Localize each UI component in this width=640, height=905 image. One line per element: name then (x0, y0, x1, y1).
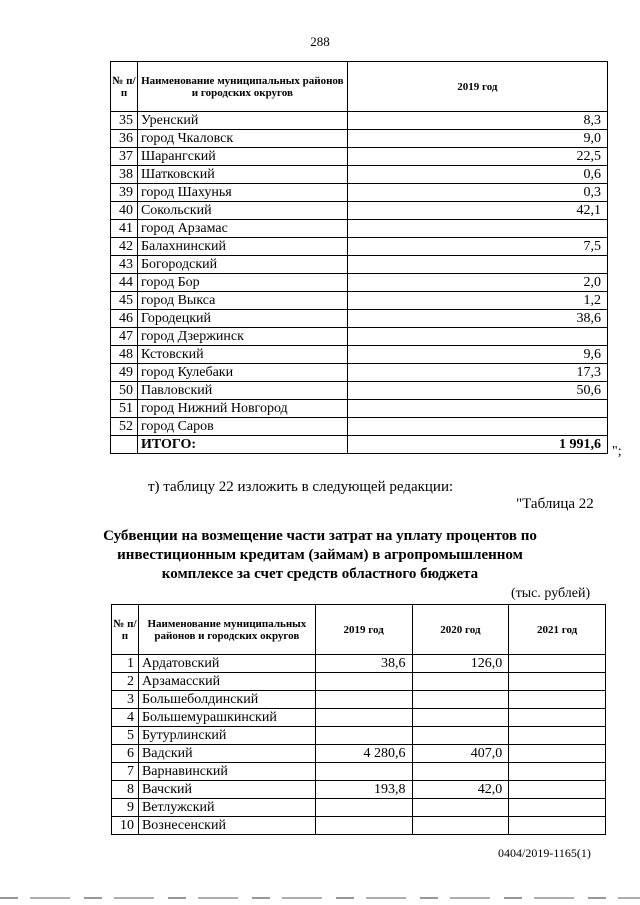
table-body (111, 112, 608, 436)
value-2019: 7,5 (347, 238, 607, 256)
value-2019: 1,2 (347, 292, 607, 310)
table-row (111, 346, 608, 364)
row-number: 41 (111, 220, 138, 238)
value-2021 (509, 709, 606, 727)
header-district-name: Наименование муниципальных районов и городских округов (138, 605, 315, 655)
value-2020 (412, 709, 509, 727)
district-name: Павловский (137, 382, 347, 400)
district-name: город Выкса (137, 292, 347, 310)
district-name: город Арзамас (137, 220, 347, 238)
row-number: 38 (111, 166, 138, 184)
value-2021 (509, 763, 606, 781)
row-number: 5 (112, 727, 139, 745)
value-2019 (315, 673, 412, 691)
header-number: № п/п (112, 605, 139, 655)
district-name: Арзамасский (138, 673, 315, 691)
value-2019: 4 280,6 (315, 745, 412, 763)
value-2019: 193,8 (315, 781, 412, 799)
district-name: Варнавинский (138, 763, 315, 781)
district-name: Шатковский (137, 166, 347, 184)
row-number: 46 (111, 310, 138, 328)
row-number: 36 (111, 130, 138, 148)
table-row (111, 310, 608, 328)
row-number: 10 (112, 817, 139, 835)
value-2019 (315, 727, 412, 745)
value-2019: 0,3 (347, 184, 607, 202)
table-row (111, 292, 608, 310)
value-2020 (412, 817, 509, 835)
value-2019 (347, 256, 607, 274)
table-row (111, 274, 608, 292)
district-name: город Дзержинск (137, 328, 347, 346)
value-2020: 126,0 (412, 655, 509, 673)
table-row (111, 238, 608, 256)
value-2021 (509, 727, 606, 745)
total-value: 1 991,6 (347, 436, 607, 454)
district-name: город Бор (137, 274, 347, 292)
total-label: ИТОГО: (137, 436, 347, 454)
table-2019-subsidies (110, 61, 608, 454)
row-number: 48 (111, 346, 138, 364)
table-row (112, 691, 606, 709)
value-2020 (412, 673, 509, 691)
value-2021 (509, 655, 606, 673)
quote-suffix: "; (612, 444, 622, 459)
value-2019 (315, 709, 412, 727)
table-row (112, 745, 606, 763)
value-2019 (347, 418, 607, 436)
value-2020: 42,0 (412, 781, 509, 799)
row-number: 44 (111, 274, 138, 292)
header-year-2019: 2019 год (347, 62, 607, 112)
table-row (111, 364, 608, 382)
row-number: 8 (112, 781, 139, 799)
table-body (112, 655, 606, 835)
row-number: 37 (111, 148, 138, 166)
row-number: 3 (112, 691, 139, 709)
district-name: Вачский (138, 781, 315, 799)
table-row (111, 112, 608, 130)
value-2019 (315, 799, 412, 817)
table-row (112, 817, 606, 835)
district-name: Сокольский (137, 202, 347, 220)
value-2019: 42,1 (347, 202, 607, 220)
amendment-paragraph: т) таблицу 22 изложить в следующей редакции: (148, 479, 454, 495)
value-2021 (509, 781, 606, 799)
page-number: 288 (310, 34, 330, 49)
table-row (111, 400, 608, 418)
value-2020 (412, 799, 509, 817)
header-year-2020: 2020 год (412, 605, 509, 655)
district-name: город Шахунья (137, 184, 347, 202)
value-2019: 0,6 (347, 166, 607, 184)
document-code: 0404/2019-1165(1) (498, 846, 591, 860)
table-row (111, 256, 608, 274)
table-row (112, 799, 606, 817)
table-row (111, 220, 608, 238)
row-number: 51 (111, 400, 138, 418)
header-year-2019: 2019 год (315, 605, 412, 655)
row-number: 40 (111, 202, 138, 220)
table-row (111, 148, 608, 166)
district-name: Ветлужский (138, 799, 315, 817)
value-2019 (315, 817, 412, 835)
row-number: 52 (111, 418, 138, 436)
row-number: 9 (112, 799, 139, 817)
row-number: 6 (112, 745, 139, 763)
table-row (112, 763, 606, 781)
value-2019 (315, 763, 412, 781)
table-row (112, 673, 606, 691)
value-2019: 38,6 (347, 310, 607, 328)
value-2020 (412, 691, 509, 709)
value-2021 (509, 799, 606, 817)
header-number: № п/п (111, 62, 138, 112)
row-number: 50 (111, 382, 138, 400)
table-row (111, 328, 608, 346)
district-name: Богородский (137, 256, 347, 274)
row-number: 45 (111, 292, 138, 310)
district-name: Балахнинский (137, 238, 347, 256)
total-number-cell (111, 436, 138, 454)
district-name: город Чкаловск (137, 130, 347, 148)
district-name: Ардатовский (138, 655, 315, 673)
district-name: Вадский (138, 745, 315, 763)
district-name: Большемурашкинский (138, 709, 315, 727)
table-row (112, 727, 606, 745)
district-name: Городецкий (137, 310, 347, 328)
district-name: Кстовский (137, 346, 347, 364)
table-row (112, 781, 606, 799)
unit-label: (тыс. рублей) (511, 586, 591, 601)
header-year-2021: 2021 год (509, 605, 606, 655)
table-row (111, 184, 608, 202)
table-title: Субвенции на возмещение части затрат на уплату процентов по инвестиционным кредитам (займам) в агропромышленном комплексе за счет средств областного бюджета (103, 528, 537, 582)
value-2019: 38,6 (315, 655, 412, 673)
value-2021 (509, 817, 606, 835)
value-2020 (412, 727, 509, 745)
value-2019: 17,3 (347, 364, 607, 382)
row-number: 2 (112, 673, 139, 691)
district-name: Уренский (137, 112, 347, 130)
value-2021 (509, 745, 606, 763)
row-number: 1 (112, 655, 139, 673)
row-number: 42 (111, 238, 138, 256)
table-caption: "Таблица 22 (516, 496, 594, 512)
table-row (112, 709, 606, 727)
value-2020 (412, 763, 509, 781)
district-name: город Саров (137, 418, 347, 436)
row-number: 4 (112, 709, 139, 727)
district-name: Большеболдинский (138, 691, 315, 709)
value-2021 (509, 691, 606, 709)
value-2019: 22,5 (347, 148, 607, 166)
district-name: город Кулебаки (137, 364, 347, 382)
table-row (111, 166, 608, 184)
value-2020: 407,0 (412, 745, 509, 763)
value-2019 (347, 328, 607, 346)
table-row (111, 382, 608, 400)
value-2019: 50,6 (347, 382, 607, 400)
value-2019 (315, 691, 412, 709)
table-row (112, 655, 606, 673)
row-number: 39 (111, 184, 138, 202)
value-2019: 9,0 (347, 130, 607, 148)
row-number: 35 (111, 112, 138, 130)
row-number: 7 (112, 763, 139, 781)
table-22 (111, 604, 606, 835)
row-number: 49 (111, 364, 138, 382)
district-name: Вознесенский (138, 817, 315, 835)
value-2019: 8,3 (347, 112, 607, 130)
scan-artifact (0, 897, 640, 899)
table-row (111, 418, 608, 436)
district-name: город Нижний Новгород (137, 400, 347, 418)
table-row (111, 130, 608, 148)
row-number: 47 (111, 328, 138, 346)
value-2019 (347, 400, 607, 418)
table-row (111, 202, 608, 220)
value-2019: 2,0 (347, 274, 607, 292)
header-district-name: Наименование муниципальных районов и городских округов (137, 62, 347, 112)
value-2019 (347, 220, 607, 238)
value-2019: 9,6 (347, 346, 607, 364)
district-name: Бутурлинский (138, 727, 315, 745)
row-number: 43 (111, 256, 138, 274)
district-name: Шарангский (137, 148, 347, 166)
value-2021 (509, 673, 606, 691)
